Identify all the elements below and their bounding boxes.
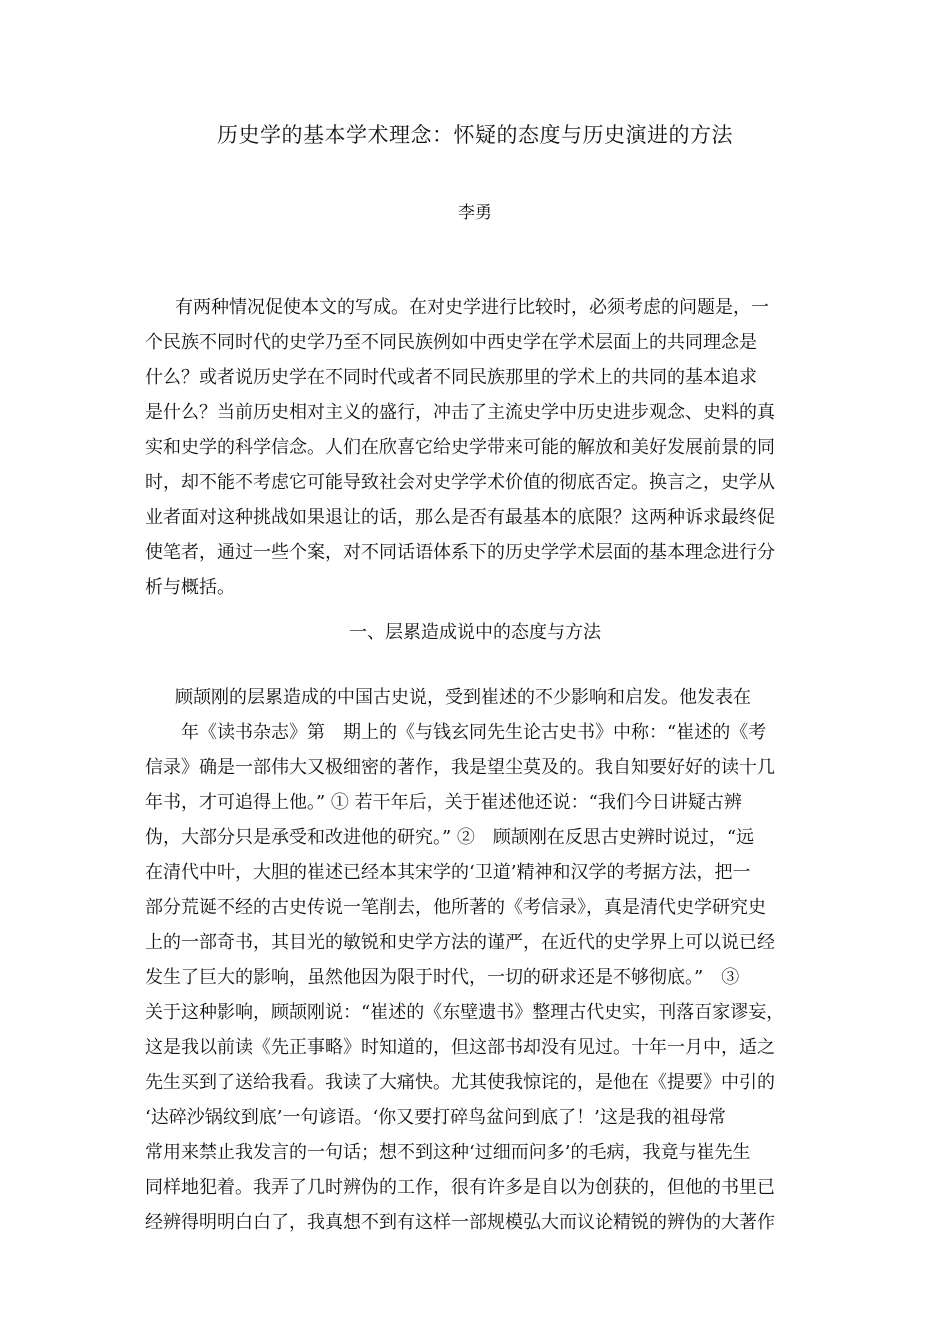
paragraph-line: 个民族不同时代的史学乃至不同民族例如中西史学在学术层面上的共同理念是 [145,332,757,353]
paragraph-line: 析与概括。 [145,577,235,598]
section-heading: 一、层累造成说中的态度与方法 [349,622,601,643]
paragraph-line: 经辨得明明白白了，我真想不到有这样一部规模弘大而议论精锐的辨伪的大著作 [145,1212,775,1233]
paragraph-line: 这是我以前读《先正事略》时知道的，但这部书却没有见过。十年一月中，适之 [145,1037,775,1058]
paragraph-line: 同样地犯着。我弄了几时辨伪的工作，很有许多是自以为创获的，但他的书里已 [145,1177,775,1198]
paragraph-line: 实和史学的科学信念。人们在欣喜它给史学带来可能的解放和美好发展前景的同 [145,437,775,458]
paragraph-line: 常用来禁止我发言的一句话；想不到这种‘过细而问多’的毛病，我竟与崔先生 [145,1142,751,1163]
paragraph-line: 业者面对这种挑战如果退让的话，那么是否有最基本的底限？这两种诉求最终促 [145,507,775,528]
paragraph-line: 时，却不能不考虑它可能导致社会对史学学术价值的彻底否定。换言之，史学从 [145,472,775,493]
paragraph-line: 在清代中叶，大胆的崔述已经本其宋学的‘卫道’精神和汉学的考据方法，把一 [145,862,751,883]
paragraph-line: 上的一部奇书，其目光的敏锐和史学方法的谨严，在近代的史学界上可以说已经 [145,932,775,953]
paragraph-line: 发生了巨大的影响，虽然他因为限于时代，一切的研求还是不够彻底。” ③ [145,967,740,988]
paragraph-line: 是什么？当前历史相对主义的盛行，冲击了主流史学中历史进步观念、史料的真 [145,402,775,423]
paragraph-line: 有两种情况促使本文的写成。在对史学进行比较时，必须考虑的问题是，一 [175,297,769,318]
paragraph-line: ‘达碎沙锅纹到底’一句谚语。‘你又要打碎鸟盆问到底了！’这是我的祖母常 [145,1107,726,1128]
section-paragraph [145,680,805,1240]
paragraph-line: 顾颉刚的层累造成的中国古史说，受到崔述的不少影响和启发。他发表在 [175,687,751,708]
paragraph-line: 部分荒诞不经的古史传说一笔削去，他所著的《考信录》，真是清代史学研究史 [145,897,766,918]
paragraph-line: 伪，大部分只是承受和改进他的研究。” ② 顾颉刚在反思古史辨时说过，“远 [145,827,755,848]
paragraph-line: 关于这种影响，顾颉刚说：“崔述的《东壁遗书》整理古代史实，刊落百家谬妄， [145,1002,785,1023]
paper-title: 历史学的基本学术理念：怀疑的态度与历史演进的方法 [217,123,733,147]
paragraph-line: 年书，才可追得上他。” ① 若干年后，关于崔述他还说：“我们今日讲疑古辨 [145,792,742,813]
paragraph-line: 使笔者，通过一些个案，对不同话语体系下的历史学学术层面的基本理念进行分 [145,542,775,563]
paragraph-line: 年《读书杂志》第 期上的《与钱玄同先生论古史书》中称：“崔述的《考 [145,722,767,743]
paragraph-line: 信录》确是一部伟大又极细密的著作，我是望尘莫及的。我自知要好好的读十几 [145,757,775,778]
intro-paragraph [145,290,805,605]
paragraph-line: 先生买到了送给我看。我读了大痛快。尤其使我惊诧的，是他在《提要》中引的 [145,1072,775,1093]
paragraph-line: 什么？或者说历史学在不同时代或者不同民族那里的学术上的共同的基本追求 [145,367,757,388]
author-name: 李勇 [458,203,492,223]
